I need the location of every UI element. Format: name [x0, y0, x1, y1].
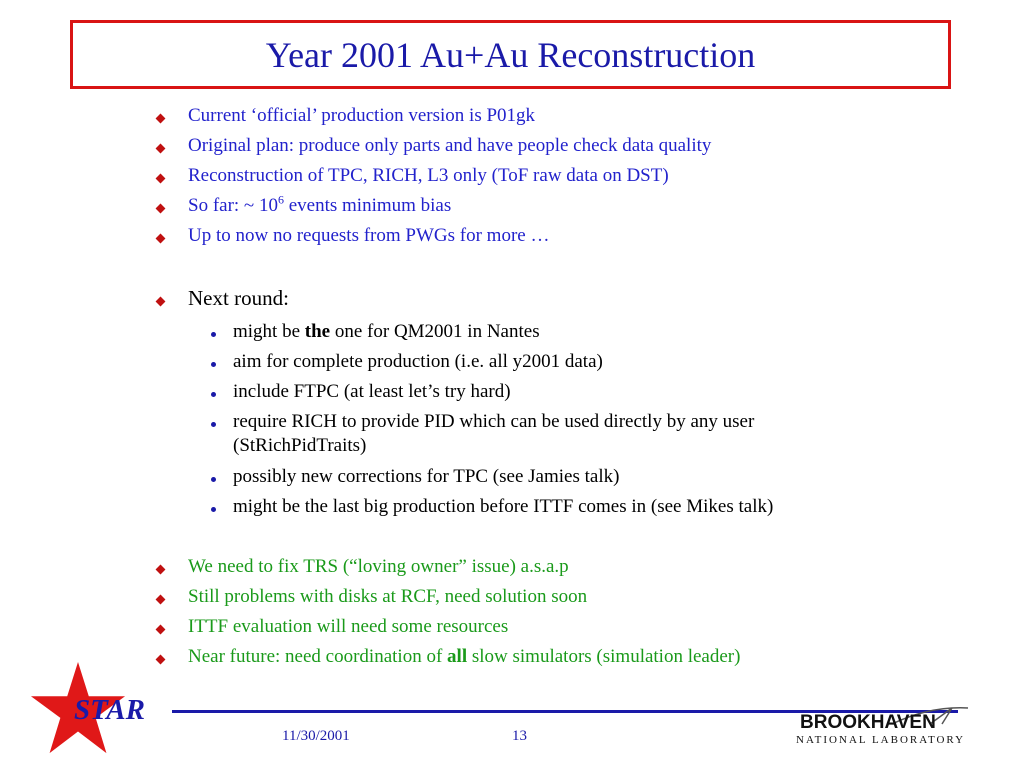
- bullet-item: ITTF evaluation will need some resources: [188, 616, 509, 637]
- diamond-bullet-icon: [156, 114, 166, 124]
- sub-bullet-item: might be the last big production before ITTF comes in (see Mikes talk): [233, 496, 774, 517]
- diamond-bullet-icon: [156, 234, 166, 244]
- dot-bullet-icon: [211, 362, 216, 367]
- bullet-item: So far: ~ $10^6$ events minimum bias: [188, 192, 452, 216]
- bullet-item: Still problems with disks at RCF, need solution soon: [188, 586, 588, 607]
- diamond-bullet-icon: [156, 625, 166, 635]
- bullet-item: Reconstruction of TPC, RICH, L3 only (ToF raw data on DST): [188, 165, 669, 186]
- sub-bullet-continuation: (StRichPidTraits): [233, 435, 367, 456]
- diamond-bullet-icon: [156, 297, 166, 307]
- bnl-subtitle: NATIONAL LABORATORY: [796, 734, 966, 746]
- diamond-bullet-icon: [156, 204, 166, 214]
- bnl-name: BROOKHAVEN: [800, 712, 936, 733]
- star-logo-text: STAR: [74, 694, 145, 726]
- next-round-heading: Next round:: [188, 286, 289, 310]
- diamond-bullet-icon: [156, 565, 166, 575]
- bullet-item: Original plan: produce only parts and have people check data quality: [188, 135, 712, 156]
- bullet-item: Current ‘official’ production version is P01gk: [188, 105, 536, 126]
- dot-bullet-icon: [211, 507, 216, 512]
- diamond-bullet-icon: [156, 595, 166, 605]
- footer-date: 11/30/2001: [282, 728, 350, 744]
- dot-bullet-icon: [211, 332, 216, 337]
- sub-bullet-item: possibly new corrections for TPC (see Jamies talk): [233, 466, 620, 487]
- bnl-logo: [790, 704, 970, 754]
- diamond-bullet-icon: [156, 144, 166, 154]
- sub-bullet-item: include FTPC (at least let’s try hard): [233, 381, 511, 402]
- dot-bullet-icon: [211, 477, 216, 482]
- slide-title: Year 2001 Au+Au Reconstruction: [265, 34, 756, 75]
- bullet-item: We need to fix TRS (“loving owner” issue) a.s.a.p: [188, 556, 569, 577]
- bullet-item: Near future: need coordination of all slow simulators (simulation leader): [188, 646, 741, 667]
- sub-bullet-item: require RICH to provide PID which can be used directly by any user: [233, 411, 755, 432]
- dot-bullet-icon: [211, 422, 216, 427]
- sub-bullet-item: aim for complete production (i.e. all y2001 data): [233, 351, 603, 372]
- footer-page-number: 13: [512, 728, 527, 744]
- diamond-bullet-icon: [156, 655, 166, 665]
- sub-bullet-item: might be the one for QM2001 in Nantes: [233, 321, 540, 342]
- dot-bullet-icon: [211, 392, 216, 397]
- bullet-item: Up to now no requests from PWGs for more …: [188, 225, 550, 246]
- diamond-bullet-icon: [156, 174, 166, 184]
